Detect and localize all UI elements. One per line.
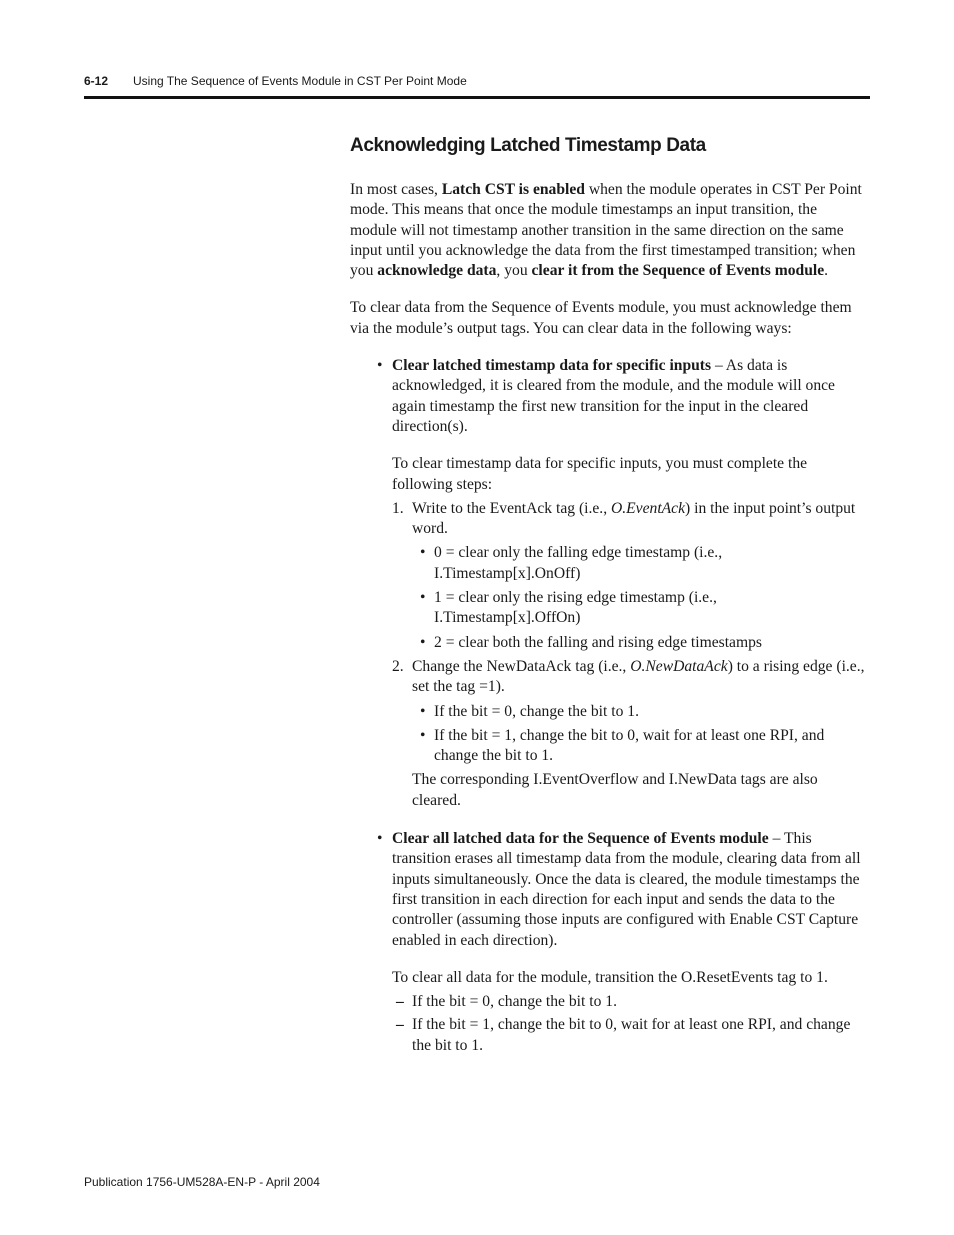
step-text: [412, 657, 866, 698]
step-number: 2.: [392, 657, 404, 675]
sub-item-text: 0 = clear only the falling edge timestamp (i.e., I.Timestamp[x].OnOff): [434, 544, 723, 582]
step-note: The corresponding I.EventOverflow and I.NewData tags are also cleared.: [412, 771, 818, 809]
dash-marker: –: [396, 1016, 404, 1034]
bullet-text: [392, 829, 866, 951]
body-content: [350, 180, 866, 1059]
sub-list-item: [412, 726, 866, 767]
dash-marker: –: [396, 993, 404, 1011]
text-run: ) to a rising edge (i.e., set the tag =1).: [412, 657, 865, 696]
step-item: [392, 499, 866, 653]
bold-run: clear it from the Sequence of Events module: [531, 262, 825, 280]
text-run: when the module operates in CST Per Point mode. This means that once the module timestamps an input transition, the module will not timestamp another transition in the same direction on the same input until you acknowledge the data from the first timestamped transition; when you: [350, 181, 862, 280]
page-footer: Publication 1756-UM528A-EN-P - April 2004: [84, 1175, 320, 1189]
chapter-title: Using The Sequence of Events Module in CST Per Point Mode: [133, 74, 467, 88]
bullet-marker: •: [377, 357, 383, 375]
text-run: In most cases,: [350, 181, 442, 198]
step-number: 1.: [392, 499, 404, 517]
header-rule: [84, 96, 870, 99]
bullet-marker: •: [420, 726, 426, 744]
section-heading: Acknowledging Latched Timestamp Data: [350, 135, 706, 156]
step-item: [392, 657, 866, 811]
page-header: [84, 72, 870, 92]
clear-data-paragraph: To clear data from the Sequence of Events module, you must acknowledge them via the module’s output tags. You can clear data in the following ways:: [350, 299, 852, 337]
sub-list: [412, 702, 866, 767]
bullet-specific-inputs: [350, 356, 866, 811]
page-number: 6-12: [84, 74, 109, 88]
dash-list-item: [392, 1015, 866, 1056]
sub-list-item: [412, 588, 866, 629]
text-run: Write to the EventAck tag (i.e.,: [412, 499, 611, 517]
sub-item-text: 1 = clear only the rising edge timestamp (i.e., I.Timestamp[x].OffOn): [434, 589, 717, 627]
text-run: , you: [496, 262, 532, 280]
bullet-title: Clear all latched data for the Sequence of Events module: [392, 830, 769, 848]
sub-list-item: [412, 633, 866, 653]
bullet-description: – This transition erases all timestamp data from the module, clearing data from all inputs simultaneously. Once the data is cleared, the module timestamps the first transition in each direction for each input and sends the data to the controller (assuming those inputs are configured with Enable CST Capture enabled in each direction).: [392, 830, 861, 949]
dash-item-text: If the bit = 1, change the bit to 0, wait for at least one RPI, and change the bit to 1.: [412, 1016, 851, 1054]
sub-item-text: If the bit = 1, change the bit to 0, wait for at least one RPI, and change the bit to 1.: [434, 726, 825, 765]
bold-run: acknowledge data: [377, 262, 497, 280]
dash-list-item: [392, 992, 866, 1012]
bullet-marker: •: [377, 830, 383, 848]
bullet-marker: •: [420, 544, 426, 562]
sub-item-text: If the bit = 0, change the bit to 1.: [434, 702, 639, 720]
sub-item-text: 2 = clear both the falling and rising edge timestamps: [434, 633, 762, 651]
bullet-title: Clear latched timestamp data for specific inputs: [392, 357, 712, 375]
bullet-marker: •: [420, 589, 426, 607]
sub-list-item: [412, 543, 866, 584]
steps-list: [392, 499, 866, 811]
text-run: .: [824, 262, 829, 280]
italic-run: O.EventAck: [611, 499, 686, 517]
sub-list-item: [412, 702, 866, 722]
italic-run: O.NewDataAck: [630, 657, 728, 675]
bullet-all-data: [350, 829, 866, 1056]
text-run: Change the NewDataAck tag (i.e.,: [412, 657, 631, 675]
step-text: [412, 499, 866, 540]
bullet-intro: To clear all data for the module, transition the O.ResetEvents tag to 1.: [392, 968, 828, 986]
text-run: ) in the input point’s output word.: [412, 499, 856, 538]
bullet-intro: To clear timestamp data for specific inputs, you must complete the following steps:: [392, 455, 808, 493]
bullet-text: [392, 356, 866, 437]
dash-list: [392, 992, 866, 1056]
bullet-marker: •: [420, 633, 426, 651]
dash-item-text: If the bit = 0, change the bit to 1.: [412, 993, 617, 1011]
bullet-marker: •: [420, 702, 426, 720]
bullet-description: – As data is acknowledged, it is cleared from the module, and the module will once again timestamp the first new transition for the input in the cleared direction(s).: [392, 357, 835, 435]
bold-run: Latch CST is enabled: [441, 181, 585, 198]
intro-paragraph: [350, 180, 866, 281]
sub-list: [412, 543, 866, 652]
